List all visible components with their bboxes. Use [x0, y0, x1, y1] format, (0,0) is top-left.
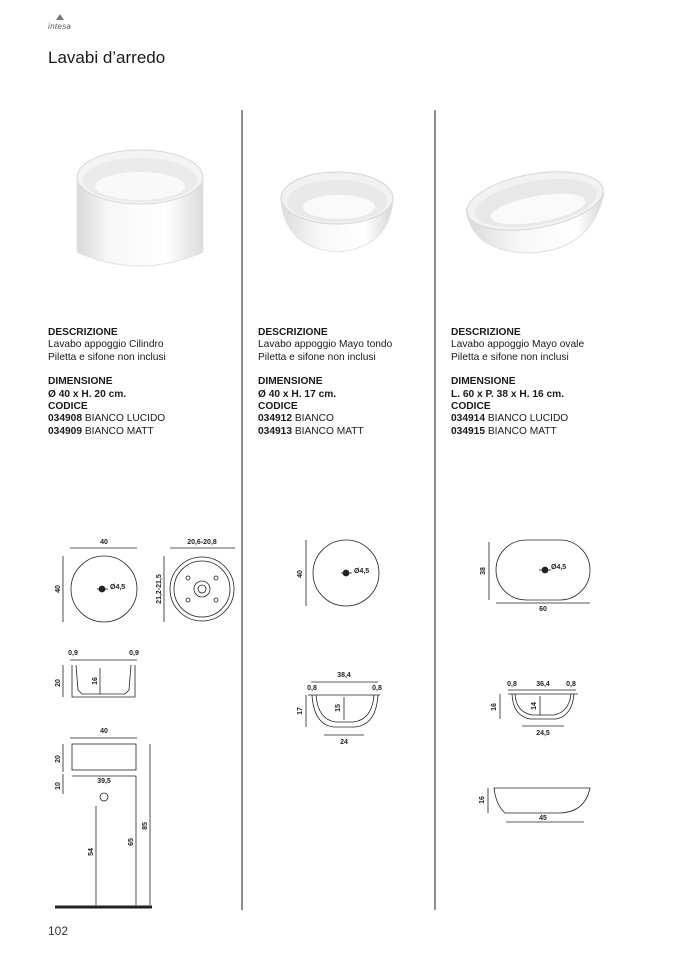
dim-label: 10 [55, 782, 62, 790]
dim-label: 65 [128, 838, 135, 846]
dim-label: 16 [92, 677, 99, 685]
dim-label: 0,8 [566, 681, 576, 688]
ovale-profile-view [479, 788, 590, 822]
description-line: Lavabo appoggio Cilindro [48, 339, 164, 351]
dim-label: 24 [340, 739, 348, 746]
product-info-ovale [451, 327, 631, 438]
dimension-label: DIMENSIONE [48, 376, 113, 388]
product-image-ovale [462, 165, 607, 260]
dim-label: 36,4 [536, 681, 550, 688]
description-label: DESCRIZIONE [48, 327, 118, 338]
code-label: CODICE [451, 401, 491, 413]
code-row [48, 426, 228, 438]
dim-label: 17 [297, 707, 304, 715]
dim-label: Ø4,5 [110, 584, 126, 591]
dimension-value: Ø 40 x H. 20 cm. [48, 388, 127, 400]
dim-label: Ø4,5 [354, 568, 370, 575]
dim-label: 38 [480, 567, 487, 575]
technical-drawings [0, 520, 678, 920]
page-title: Lavabi d’arredo [48, 48, 166, 67]
product-finish: BIANCO MATT [84, 425, 154, 437]
dim-label: 0,8 [307, 685, 317, 692]
dim-label: 40 [100, 539, 108, 546]
dim-label: 0,8 [372, 685, 382, 692]
cilindro-bottom-view [156, 539, 235, 622]
product-info-cilindro [48, 327, 228, 438]
product-code: 034908 [48, 413, 82, 425]
dim-label: 38,4 [337, 672, 351, 679]
dim-label: 39,5 [97, 778, 111, 785]
dim-label: 0,9 [129, 650, 139, 657]
cilindro-installation-view [55, 728, 152, 907]
dim-label: 20,6-20,8 [187, 539, 217, 546]
description-label: DESCRIZIONE [451, 327, 521, 338]
dim-label: 15 [335, 704, 342, 712]
dim-label: 54 [88, 848, 95, 856]
code-row [451, 426, 631, 438]
product-code: 034913 [258, 425, 292, 437]
description-line: Lavabo appoggio Mayo tondo [258, 339, 393, 351]
product-finish: BIANCO LUCIDO [487, 413, 569, 425]
dim-label: 40 [297, 570, 304, 578]
brand-logo-icon [56, 14, 64, 20]
dim-label: 21,2-21,5 [156, 574, 163, 604]
dimension-label: DIMENSIONE [451, 376, 516, 388]
code-row [48, 413, 228, 425]
cilindro-side-view [55, 650, 139, 697]
dim-label: Ø4,5 [551, 564, 567, 571]
code-row [258, 413, 438, 425]
tondo-side-view [297, 672, 382, 746]
dim-label: 40 [100, 728, 108, 735]
product-finish: BIANCO MATT [487, 425, 557, 437]
cilindro-top-view [55, 539, 137, 622]
dim-label: 14 [531, 702, 538, 710]
dimension-label: DIMENSIONE [258, 376, 323, 388]
description-line: Piletta e sifone non inclusi [451, 351, 569, 363]
dim-label: 40 [55, 585, 62, 593]
dimension-value: L. 60 x P. 38 x H. 16 cm. [451, 388, 565, 400]
product-code: 034912 [258, 413, 292, 425]
product-image-cilindro [70, 140, 210, 275]
description-line: Piletta e sifone non inclusi [258, 351, 376, 363]
product-info-tondo [258, 327, 438, 438]
product-finish: BIANCO LUCIDO [84, 413, 166, 425]
dimension-value: Ø 40 x H. 17 cm. [258, 388, 337, 400]
dim-label: 20 [55, 679, 62, 687]
code-row [451, 413, 631, 425]
product-image-tondo [276, 168, 398, 256]
dim-label: 20 [55, 755, 62, 763]
description-label: DESCRIZIONE [258, 327, 328, 338]
code-label: CODICE [258, 401, 298, 413]
dim-label: 60 [539, 606, 547, 613]
brand-logo: intesa [48, 22, 72, 31]
code-row [258, 426, 438, 438]
product-code: 034914 [451, 413, 485, 425]
ovale-top-view [480, 540, 590, 613]
dim-label: 24,5 [536, 730, 550, 737]
dim-label: 16 [491, 703, 498, 711]
tondo-top-view [297, 540, 379, 606]
description-line: Piletta e sifone non inclusi [48, 351, 166, 363]
product-finish: BIANCO MATT [294, 425, 364, 437]
dim-label: 85 [142, 822, 149, 830]
product-code: 034915 [451, 425, 485, 437]
dim-label: 0,8 [507, 681, 517, 688]
dim-label: 45 [539, 815, 547, 822]
dim-label: 0,9 [68, 650, 78, 657]
description-line: Lavabo appoggio Mayo ovale [451, 339, 585, 351]
ovale-side-view [491, 681, 578, 737]
code-label: CODICE [48, 401, 88, 413]
product-finish: BIANCO [294, 413, 334, 425]
page-number: 102 [48, 924, 69, 938]
dim-label: 16 [479, 796, 486, 804]
product-code: 034909 [48, 425, 82, 437]
